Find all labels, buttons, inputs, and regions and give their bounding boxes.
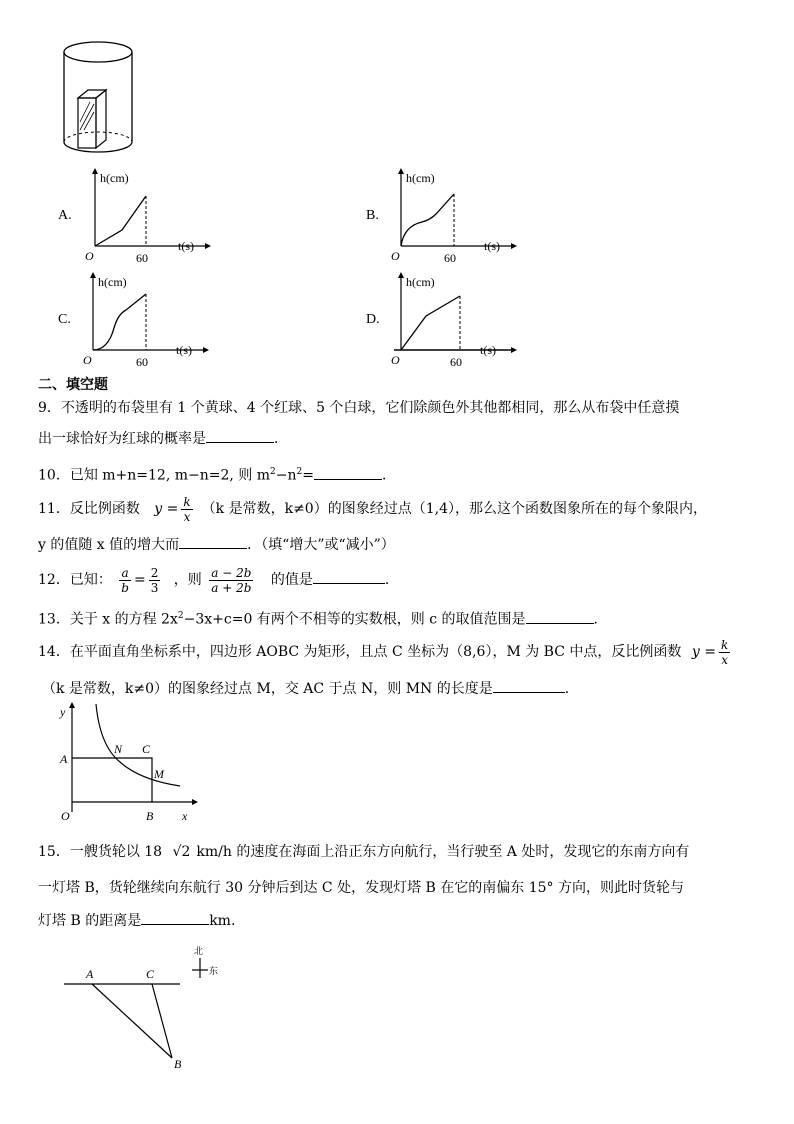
option-d-y-label: h(cm) — [406, 275, 435, 289]
figure-15-a: A — [86, 967, 94, 981]
option-a-origin: O — [85, 249, 94, 263]
question-10-text: 10．已知 m+n=12, m−n=2, 则 m — [38, 467, 271, 484]
question-12-text: 12．已知： — [38, 572, 112, 588]
figure-14-c: C — [142, 742, 151, 756]
question-12-text-2: 的值是 — [270, 572, 313, 588]
figure-14-n: N — [114, 742, 123, 756]
question-10 — [38, 462, 396, 486]
question-9-line-2 — [38, 428, 288, 449]
question-15-line-3 — [38, 910, 235, 931]
option-a-x-label: t(s) — [178, 239, 194, 253]
question-14-line-2 — [42, 678, 579, 699]
cylinder-figure — [58, 38, 138, 158]
option-a-y-label: h(cm) — [100, 171, 129, 185]
question-9-line-1: 9．不透明的布袋里有 1 个黄球、4 个红球、5 个白球，它们除颜色外其他都相同，那么从布袋中任意摸 — [38, 400, 680, 416]
svg-text:h(cm) — [100, 171, 129, 185]
option-d-graph — [386, 270, 526, 374]
question-14-text-2: （k 是常数，k≠0）的图象经过点 M，交 AC 于点 N，则 MN 的长度是 — [42, 681, 493, 697]
question-11-line-2 — [38, 534, 395, 555]
figure-15-c: C — [146, 967, 155, 981]
figure-14-m: M — [154, 767, 164, 781]
figure-14-b: B — [146, 809, 154, 823]
option-a-tick: 60 — [136, 251, 148, 265]
question-14-frac-den: x — [721, 652, 728, 667]
question-13-sup: 2 — [177, 611, 184, 621]
question-14-end: ． — [564, 681, 579, 697]
answer-blank-13[interactable] — [526, 609, 594, 624]
question-11-text-2: y 的值随 x 值的增大而 — [38, 537, 180, 553]
question-9-text: 出一球恰好为红球的概率是 — [38, 431, 206, 447]
question-10-sup-2: 2 — [296, 467, 303, 477]
question-12-f3-den: a + 2b — [211, 580, 252, 595]
option-b-label[interactable]: B. — [366, 208, 379, 223]
section-title: 二、填空题 — [38, 377, 108, 393]
question-12-f1-den: b — [121, 580, 129, 595]
question-15-text-3: 灯塔 B 的距离是 — [38, 913, 142, 929]
option-c-x-label: t(s) — [176, 343, 192, 357]
question-14-figure — [56, 700, 206, 826]
question-15-figure — [60, 940, 230, 1070]
question-12-f1-num: a — [119, 566, 131, 581]
figure-15-b: B — [174, 1057, 182, 1070]
question-13 — [38, 606, 608, 630]
figure-14-o: O — [61, 809, 70, 823]
question-12 — [38, 564, 399, 596]
answer-blank-11[interactable] — [179, 534, 247, 549]
question-14-y-eq: y = — [691, 644, 716, 660]
question-11-frac-num: k — [183, 494, 191, 509]
question-11-frac-den: x — [183, 509, 191, 524]
figure-14-y: y — [60, 705, 66, 719]
option-a-label[interactable]: A. — [58, 208, 72, 223]
option-c-label[interactable]: C. — [58, 312, 71, 327]
question-10-mid: −n — [275, 467, 297, 484]
question-12-f3-num: a − 2b — [211, 565, 252, 580]
option-c-graph — [78, 270, 218, 374]
answer-blank-9[interactable] — [206, 428, 274, 443]
question-9-end: ． — [274, 431, 288, 447]
answer-blank-12[interactable] — [313, 569, 385, 584]
question-14-frac-num: k — [720, 637, 729, 652]
option-d-origin: O — [391, 353, 400, 367]
question-15-line-1 — [38, 842, 689, 862]
answer-blank-14[interactable] — [493, 678, 565, 693]
option-b-y-label: h(cm) — [406, 171, 435, 185]
question-12-f2-den: 3 — [150, 580, 159, 595]
question-14-text: 14．在平面直角坐标系中，四边形 AOBC 为矩形，且点 C 坐标为（8,6），M 为 BC 中点，反比例函数 — [38, 644, 682, 660]
option-c-tick: 60 — [136, 355, 148, 369]
question-12-f2-num: 2 — [150, 565, 159, 580]
answer-blank-15[interactable] — [141, 910, 209, 925]
option-b-graph — [386, 166, 526, 270]
question-15-text-2: km/h 的速度在海面上沿正东方向航行，当行驶至 A 处时，发现它的东南方向有 — [196, 844, 690, 860]
question-12-mid: ，则 — [173, 572, 202, 588]
question-12-eq: = — [133, 572, 146, 588]
question-11-condition: （k 是常数，k≠0）的图象经过点（1,4），那么这个函数图象所在的每个象限内， — [201, 501, 707, 517]
option-b-tick: 60 — [444, 251, 456, 265]
question-12-end: ． — [384, 572, 399, 588]
question-11-line-1 — [38, 494, 707, 524]
figure-14-x: x — [182, 809, 188, 823]
compass-east: 东 — [209, 966, 219, 976]
option-d-x-label: t(s) — [480, 343, 496, 357]
question-13-mid: −3x+c=0 有两个不相等的实数根，则 c 的取值范围是 — [183, 611, 526, 628]
compass-north: 北 — [194, 946, 204, 956]
question-15-line-2: 一灯塔 B，货轮继续向东航行 30 分钟后到达 C 处，发现灯塔 B 在它的南偏东 15° 方向，则此时货轮与 — [38, 880, 684, 896]
answer-blank-10[interactable] — [314, 465, 382, 480]
question-11-end: ．（填“增大”或“减小”） — [247, 537, 395, 553]
question-10-end: ． — [381, 467, 396, 484]
option-b-x-label: t(s) — [484, 239, 500, 253]
option-c-origin: O — [83, 353, 92, 367]
question-11-text: 11．反比例函数 — [38, 501, 140, 517]
option-b-origin: O — [391, 249, 400, 263]
question-14-line-1 — [38, 636, 733, 668]
question-10-sup-1: 2 — [270, 467, 276, 477]
question-11-y-eq: y = — [154, 501, 179, 517]
figure-14-a: A — [60, 752, 68, 766]
question-13-text: 13．关于 x 的方程 2x — [38, 611, 178, 628]
option-d-label[interactable]: D. — [366, 312, 380, 327]
question-10-eq: = — [302, 467, 314, 484]
question-15-text: 15．一艘货轮以 18 — [38, 844, 163, 860]
option-a-graph — [80, 166, 220, 270]
question-15-end: km. — [209, 913, 236, 929]
question-13-end: ． — [593, 611, 608, 628]
question-15-sqrt: √2 — [172, 844, 191, 860]
option-d-tick: 60 — [450, 355, 462, 369]
option-c-y-label: h(cm) — [98, 275, 127, 289]
